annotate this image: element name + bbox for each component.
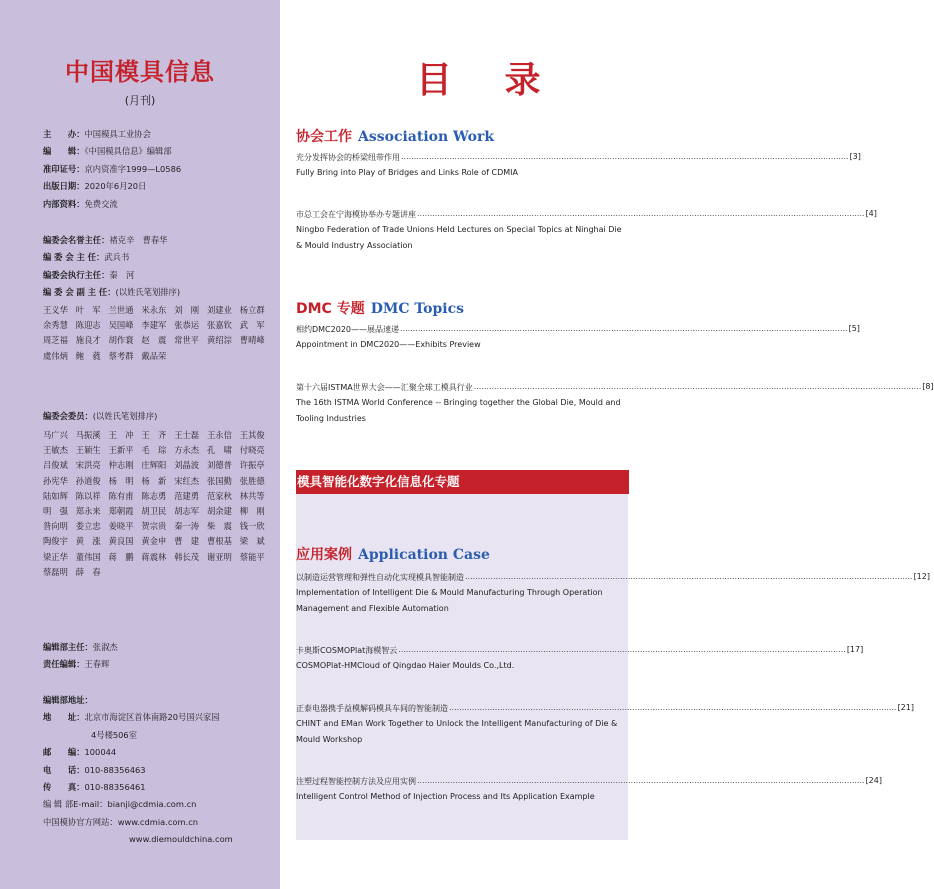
committee-member-name: 贺宗贵 (141, 521, 167, 532)
committee-member-name: 黄良国 (108, 536, 134, 547)
committee-member-name: 米永东 (141, 305, 167, 315)
committee-member-name: 张恭运 (174, 320, 200, 331)
toc-entry[interactable]: 第十六届ISTMA世界大会——汇聚全球工模具行业 ................................................................................................................................................................................ [8] The 16th ISTMA World Conference -- Bringing together the Global Die, Mould and Tooling Industries (296, 382, 934, 423)
publication-info (43, 126, 181, 213)
committee-member-name: 郑朝霞 (108, 506, 134, 517)
committee-member-name: 胡作寰 (108, 335, 134, 346)
committee-member-name: 孙道俊 (75, 475, 101, 486)
committee-member-name: 王 冲 (108, 430, 134, 440)
committee-member-name: 周芝福 (43, 335, 68, 346)
committee-member-name: 兰世通 (108, 305, 134, 315)
committee-member-name: 宋红杰 (174, 475, 200, 486)
committee-member-name: 王义华 (43, 305, 68, 315)
committee-member-name: 王永信 (206, 430, 232, 440)
committee-member-name: 武 军 (239, 320, 265, 331)
committee-member-name: 柳 刚 (239, 506, 265, 517)
address-heading: 编辑部地址： (43, 695, 93, 705)
committee-member-name: 黄绍淙 (206, 335, 232, 346)
committee-member-name: 陶俊宇 (43, 536, 68, 547)
contact-row: 邮 编：100044 (43, 747, 117, 758)
toc-entry[interactable]: 以制造运营管理和弹性自动化实现模具智能制造 ................................................................................................................................................................................ [12] Implementation of Intelligent Die & Mould Manufacturing Through Operation Management and Flexible Automation (296, 572, 930, 613)
role-row: 编 委 会 副 主 任：(以姓氏笔划排序) (43, 287, 181, 298)
committee-member-name: 刘德普 (206, 460, 232, 471)
special-topic-banner: 模具智能化数字化信息化专题 (296, 470, 629, 494)
committee-member-name: 曹晴峰 (239, 335, 265, 346)
role-row: 编委会名誉主任：褚克辛 曹春华 (43, 235, 168, 245)
committee-member-name: 余秀慧 (43, 320, 68, 331)
committee-member-name: 许振亭 (239, 460, 265, 471)
committee-member-name: 刘 刚 (174, 305, 200, 315)
info-row: 编 辑：《中国模具信息》编辑部 (43, 146, 172, 157)
committee-member-name: 蒋震林 (141, 551, 167, 562)
committee-member-name: 梁 斌 (239, 536, 265, 547)
committee-member-name: 范家秋 (206, 490, 232, 501)
contact-row: 4号楼506室 (91, 729, 138, 740)
committee-member-name: 付晓亮 (239, 445, 265, 456)
committee-member-name: 张胜德 (239, 475, 265, 486)
info-row: 主 办：中国模具工业协会 (43, 129, 151, 139)
committee-member-name: 方永杰 (174, 445, 200, 456)
members-heading: 编委会委员：(以姓氏笔划排序) (43, 411, 158, 421)
committee-member-name: 娄立忠 (75, 521, 101, 532)
email-link[interactable]: bianji@cdmia.com.cn (107, 799, 197, 810)
section-application-case: 应用案例 Application Case (296, 547, 490, 563)
committee-member-name: 刘晶波 (174, 460, 200, 471)
committee-member-name: 明 强 (43, 506, 68, 517)
committee-member-name: 姜晓平 (108, 521, 134, 532)
committee-member-name: 秦一涛 (174, 521, 200, 532)
committee-member-name: 叶 军 (75, 305, 101, 315)
committee-member-name: 林共等 (239, 490, 265, 501)
committee-member-name: 张国勤 (206, 475, 232, 486)
committee-member-name: 庄辉阳 (141, 460, 167, 471)
committee-member-name: 梁正华 (43, 551, 68, 562)
committee-member-name: 陈志勇 (141, 490, 167, 501)
editorial-row: 编辑部主任：张淑杰 (43, 642, 118, 652)
committee-member-name: 黄金申 (141, 536, 167, 547)
committee-member-name: 张嘉钦 (206, 320, 232, 331)
website-row (43, 831, 233, 848)
committee-member-name: 李建军 (141, 320, 167, 331)
committee-member-name: 马广兴 (43, 430, 68, 440)
committee-member-name: 杨 明 (108, 475, 134, 486)
committee-member-name: 宋洪亮 (75, 460, 101, 471)
committee-member-name: 陈迎志 (75, 320, 101, 331)
committee-member-name: 韩长茂 (174, 551, 200, 562)
committee-member-name: 陆如辉 (43, 490, 68, 501)
committee-member-name: 郑永来 (75, 506, 101, 517)
role-row: 编委会执行主任：秦 河 (43, 269, 135, 280)
toc-entry[interactable]: 卡奥斯COSMOPlat海模智云 ................................................................................................................................................................................ [17] COSMOPlat-HMCloud of Qingdao Haier Moulds Co.,Ltd. (296, 645, 864, 670)
committee-member-name: 赵 震 (141, 335, 167, 346)
committee-member-name: 王其俊 (239, 430, 265, 440)
committee-member-name: 柴 震 (206, 521, 232, 532)
contact-info (43, 692, 233, 849)
committee-member-name: 胡余建 (206, 506, 232, 517)
website-row: 中国模协官方网站：www.cdmia.com.cn (43, 816, 199, 827)
committee-member-name: 孙宪华 (43, 475, 68, 486)
magazine-frequency: (月刊) (124, 94, 156, 107)
committee-member-name: 蔡考群 (108, 350, 134, 361)
committee-member-name: 陈以祥 (75, 490, 101, 501)
committee-member-name: 王士磊 (174, 430, 200, 440)
toc-entry[interactable]: 相约DMC2020——展品速递 ................................................................................................................................................................................ [5] Appointment in DMC2020——Exhibits Preview (296, 324, 860, 349)
committee-member-name: 谢亚明 (206, 551, 232, 562)
contact-row: 传 真：010-88356461 (43, 782, 146, 793)
toc-entry[interactable]: 充分发挥协会的桥梁纽带作用 ................................................................................................................................................................................ [3] Fully Bring into Play of Bridges and Links Role of CDMIA (296, 152, 861, 177)
committee-member-name: 胡志军 (174, 506, 200, 517)
committee-member-name: 仲志刚 (108, 460, 134, 471)
contact-row: 地 址：北京市海淀区首体南路20号国兴家园 (43, 712, 220, 723)
committee-member-name: 王新平 (108, 445, 134, 456)
committee-member-name: 蔡能平 (239, 551, 265, 562)
website-link[interactable]: www.diemouldchina.com (129, 834, 233, 845)
committee-member-name: 戴品荣 (141, 350, 167, 361)
committee-member-name: 黄 涨 (75, 536, 101, 547)
committee-member-name: 蔡磊明 (43, 566, 68, 577)
toc-entry[interactable]: 正泰电器携手益模解码模具车间的智能制造 ................................................................................................................................................................................ [21] CHINT and EMan Work Together to Unlock the Intelligent Manufacturing of Die & Mould Workshop (296, 703, 914, 744)
committee-member-name: 曹 建 (174, 536, 200, 547)
committee-member-name: 王敏杰 (43, 445, 68, 456)
editorial-staff (43, 639, 118, 674)
committee-member-name: 董伟国 (75, 551, 101, 562)
committee-member-name: 曹根基 (206, 536, 232, 547)
role-row: 编 委 会 主 任：武兵书 (43, 252, 130, 263)
committee-member-name: 钱一欣 (239, 521, 265, 532)
section-association-work: 协会工作 Association Work (296, 129, 495, 145)
vice-director-list (43, 303, 273, 364)
masthead-panel (0, 0, 280, 889)
committee-member-name: 施良才 (75, 335, 101, 346)
committee-member-name: 吕俊斌 (43, 460, 68, 471)
website-link[interactable]: www.cdmia.com.cn (117, 816, 199, 827)
toc-entry[interactable]: 市总工会在宁海模协举办专题讲座 ................................................................................................................................................................................ [4] Ningbo Federation of Trade Unions Held Lectures on Special Topics at Ninghai Die & Mould Industry Association (296, 209, 877, 250)
magazine-title: 中国模具信息 (65, 58, 215, 86)
info-row: 出版日期：2020年6月20日 (43, 181, 147, 192)
committee-member-name: 范建勇 (174, 490, 200, 501)
committee-member-name: 王颖生 (75, 445, 101, 456)
committee-member-name: 常世平 (174, 335, 200, 346)
section-dmc-topics: DMC 专题 DMC Topics (296, 301, 465, 317)
committee-member-name: 刘建业 (206, 305, 232, 315)
committee-member-name: 马振溪 (75, 430, 101, 440)
member-list (43, 428, 273, 580)
info-row: 内部资料：免费交流 (43, 198, 118, 209)
committee-member-name: 虞伟炳 (43, 350, 68, 361)
committee-roles (43, 232, 180, 302)
committee-member-name: 陈有甫 (108, 490, 134, 501)
contents-title: 目 录 (416, 59, 561, 101)
committee-member-name: 毛 琮 (141, 445, 167, 456)
committee-member-name: 薛 春 (75, 566, 101, 577)
contact-row: 电 话：010-88356463 (43, 764, 146, 775)
committee-member-name: 杨 新 (141, 475, 167, 486)
toc-entry[interactable]: 注塑过程智能控制方法及应用实例 ................................................................................................................................................................................ [24] Intelligent Control Method of Injection Process and Its Application Example (296, 776, 882, 801)
editorial-row: 责任编辑：王春辉 (43, 659, 110, 670)
committee-member-name: 王 齐 (141, 430, 167, 440)
committee-member-name: 孔 啸 (206, 445, 232, 456)
committee-member-name: 蒋 鹏 (108, 551, 134, 562)
committee-member-name: 昝向明 (43, 521, 68, 532)
committee-member-name: 杨立群 (239, 305, 265, 315)
committee-member-name: 鲍 蕤 (75, 350, 101, 361)
email-row: 编 辑 部E-mail：bianji@cdmia.com.cn (43, 799, 197, 810)
committee-member-name: 胡卫民 (141, 506, 167, 517)
committee-member-name: 吴国峰 (108, 320, 134, 331)
info-row: 准印证号：京内资准字1999—L0586 (43, 163, 182, 174)
